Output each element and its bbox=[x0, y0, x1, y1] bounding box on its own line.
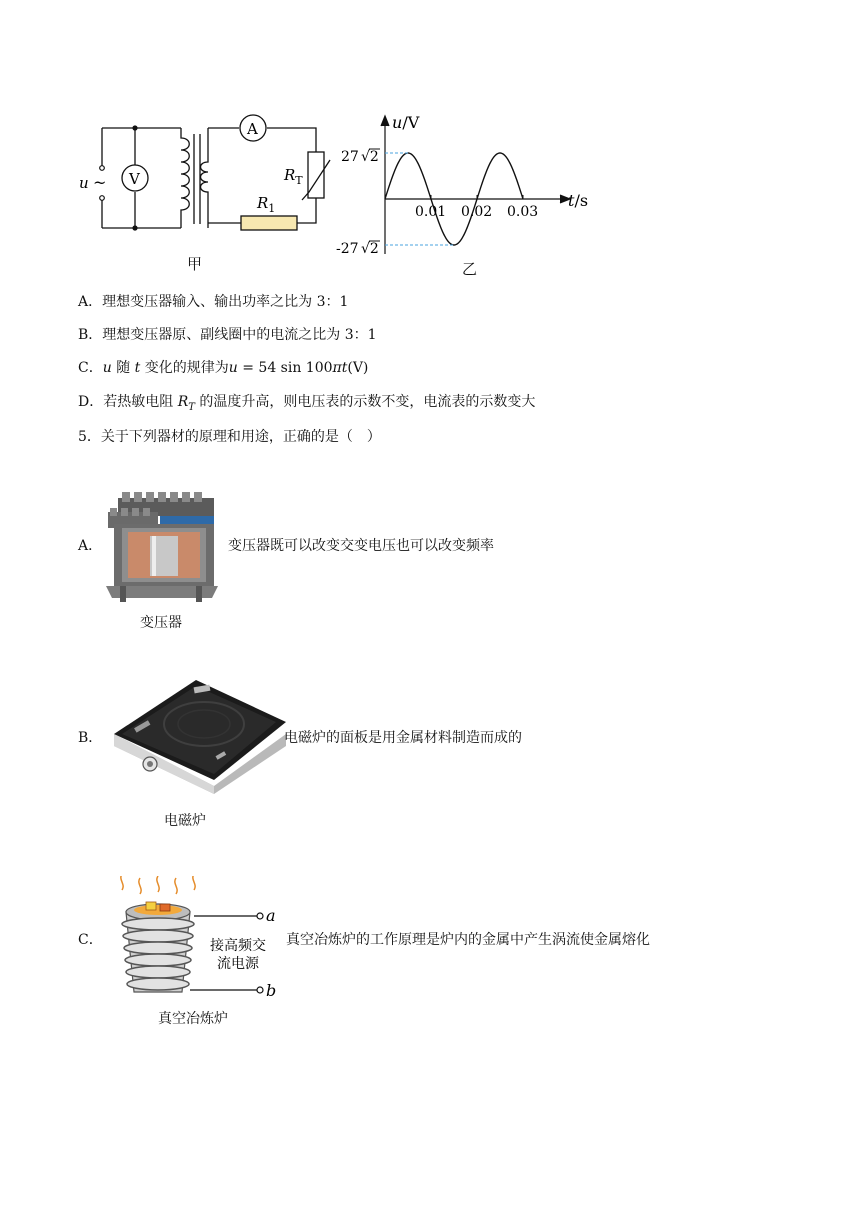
q4-option-a bbox=[78, 292, 348, 312]
q5-stem: 5．关于下列器材的原理和用途，正确的是（ ） bbox=[78, 429, 381, 445]
source-u-label: u bbox=[79, 174, 89, 192]
q5-option-a-text: 变压器既可以改变交变电压也可以改变频率 bbox=[228, 538, 494, 554]
y-axis-arrow bbox=[381, 116, 389, 126]
vacuum-furnace-image bbox=[106, 876, 286, 1006]
option-letter: B． bbox=[78, 327, 103, 343]
formula: u = 54 sin 100πt(V) bbox=[228, 360, 369, 376]
option-text: 变化的规律为 bbox=[140, 360, 229, 376]
circuit-caption: 甲 bbox=[187, 255, 203, 273]
option-text: 随 bbox=[111, 360, 135, 376]
var-r-sub: T bbox=[188, 401, 195, 413]
voltage-waveform-chart bbox=[330, 108, 600, 258]
power-label-line1: 接高频交 bbox=[210, 938, 266, 954]
trough-tick-label: -27 bbox=[336, 241, 359, 257]
q5-option-a-letter: A． bbox=[78, 538, 103, 554]
var-u: u bbox=[102, 360, 112, 376]
option-text: 理想变压器原、副线圈中的电流之比为 3：1 bbox=[102, 327, 377, 343]
option-letter: C． bbox=[78, 360, 103, 376]
peak-tick-label: 27 bbox=[341, 149, 359, 165]
option-letter: D． bbox=[78, 394, 104, 410]
q5-option-b-text: 电磁炉的面板是用金属材料制造而成的 bbox=[284, 730, 522, 746]
waveform-caption: 乙 bbox=[462, 260, 478, 278]
circuit-diagram bbox=[76, 108, 336, 258]
vacuum-furnace-caption: 真空冶炼炉 bbox=[158, 1011, 228, 1027]
var-t: t bbox=[134, 360, 141, 376]
x-tick-label-1: 0.01 bbox=[415, 204, 447, 220]
thermistor-label: $R_T$ bbox=[284, 166, 303, 187]
option-letter: A． bbox=[78, 294, 103, 310]
x-tick-label-2: 0.02 bbox=[461, 204, 493, 220]
q4-option-c bbox=[78, 358, 368, 378]
power-label-line2: 流电源 bbox=[217, 956, 259, 972]
q5-option-c-letter: C． bbox=[78, 932, 103, 948]
terminal-b-label: b bbox=[266, 981, 277, 1000]
trough-tick-sqrt: √2 bbox=[361, 241, 379, 257]
q4-option-d bbox=[78, 392, 535, 418]
option-text: 若热敏电阻 bbox=[103, 394, 178, 410]
induction-cooker-caption: 电磁炉 bbox=[164, 813, 206, 829]
y-axis-label: u/V bbox=[392, 113, 420, 132]
q4-option-b bbox=[78, 325, 377, 345]
x-axis-label: t/s bbox=[568, 191, 589, 210]
x-tick-label-3: 0.03 bbox=[507, 204, 539, 220]
transformer-caption: 变压器 bbox=[140, 615, 182, 631]
option-text: 的温度升高，则电压表的示数不变，电流表的示数变大 bbox=[194, 394, 536, 410]
induction-cooker-image bbox=[110, 674, 288, 794]
peak-tick-sqrt: √2 bbox=[361, 149, 379, 165]
transformer-image bbox=[100, 488, 224, 606]
q5-option-c-text: 真空冶炼炉的工作原理是炉内的金属中产生涡流使金属熔化 bbox=[286, 932, 650, 948]
terminal-a-label: a bbox=[266, 906, 276, 925]
var-r: R bbox=[177, 394, 189, 410]
ammeter-label: A bbox=[247, 120, 258, 138]
q5-option-b-letter: B． bbox=[78, 730, 103, 746]
r1-label: $R_1$ bbox=[257, 194, 276, 215]
option-text: 理想变压器输入、输出功率之比为 3：1 bbox=[102, 294, 349, 310]
source-tilde: ~ bbox=[93, 173, 107, 192]
voltmeter-label: V bbox=[129, 170, 140, 188]
